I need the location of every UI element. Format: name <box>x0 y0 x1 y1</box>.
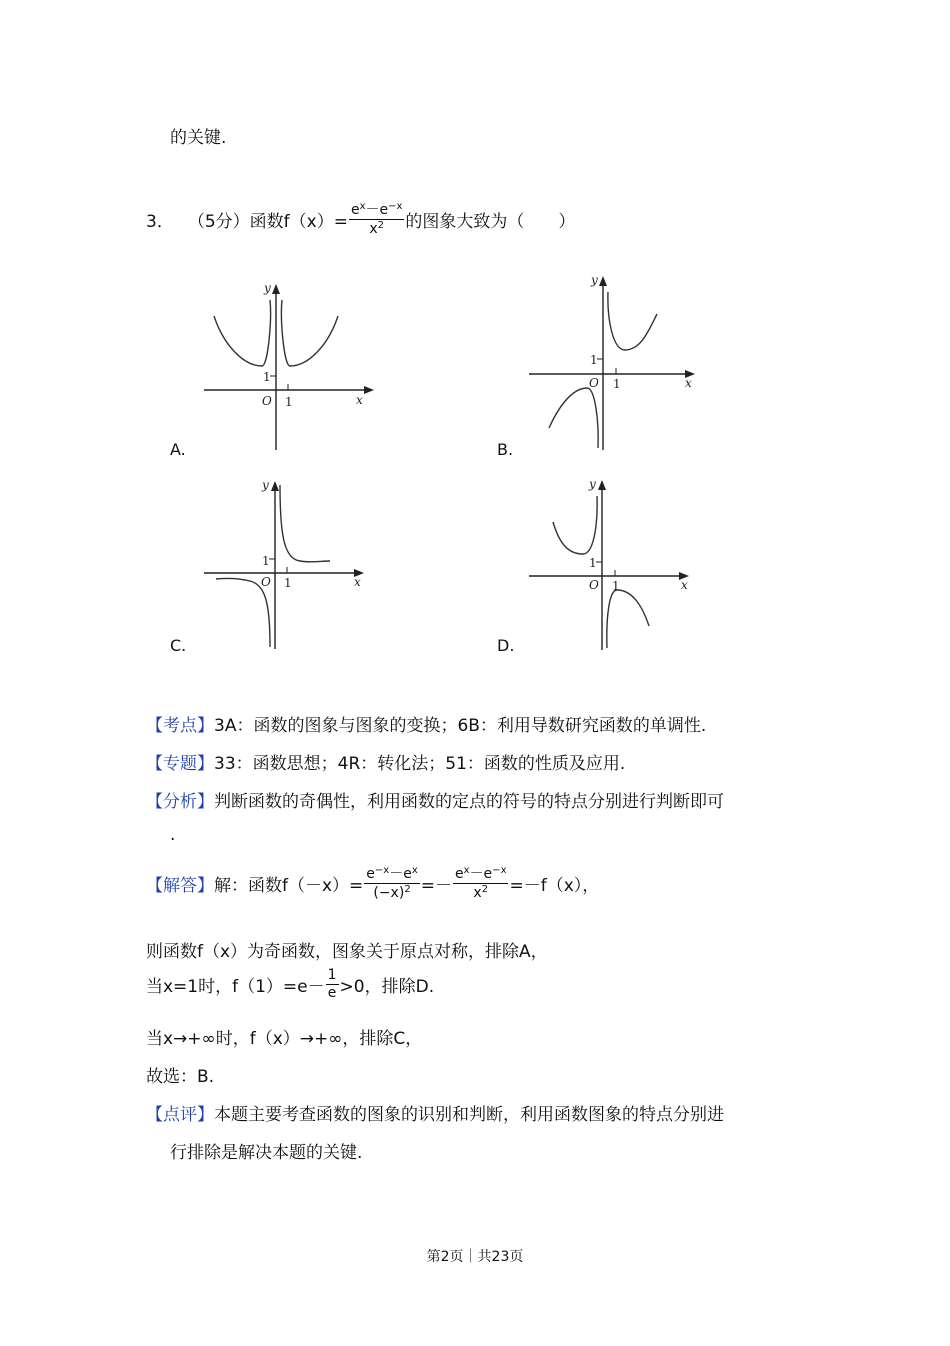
graph-d-tick-y: 1 <box>589 556 597 570</box>
graph-d-tick-x: 1 <box>612 579 620 593</box>
graph-a-x-label: x <box>356 393 363 407</box>
graph-c <box>200 475 380 651</box>
fenxi-text: 判断函数的奇偶性，利用函数的定点的符号的特点分别进行判断即可 <box>214 792 724 812</box>
function-name: f（x）= <box>283 211 348 232</box>
kaodian-tag: 【考点】 <box>146 716 214 736</box>
graph-c-x-label: x <box>354 575 361 589</box>
graph-a <box>200 280 380 452</box>
option-b-label: B. <box>497 440 514 459</box>
graph-a-origin: O <box>262 394 272 408</box>
graph-a-y-label: y <box>264 281 271 295</box>
zhuanti-line <box>146 749 625 774</box>
graph-a-tick-x: 1 <box>285 395 293 409</box>
dianping-line <box>146 1100 724 1125</box>
graph-c-y-label: y <box>262 478 269 492</box>
graph-c-tick-y: 1 <box>262 554 270 568</box>
dianping-continuation: 行排除是解决本题的关键. <box>170 1143 363 1163</box>
graph-b-origin: O <box>589 376 599 390</box>
graph-a-tick-y: 1 <box>263 370 271 384</box>
option-d-label: D. <box>497 636 515 655</box>
jieda-tag: 【解答】 <box>146 875 214 896</box>
jieda-fraction-2: $\frac{e^x-e^{-x}}{x^2}$ <box>455 865 507 901</box>
graph-c-origin: O <box>261 575 271 589</box>
zhuanti-text: 33：函数思想；4R：转化法；51：函数的性质及应用. <box>214 754 626 774</box>
graph-b-x-label: x <box>685 376 692 390</box>
option-c-label: C. <box>170 636 187 655</box>
jieda-post: =－f（x）， <box>509 875 600 896</box>
graph-d-x-label: x <box>681 578 688 592</box>
kaodian-text: 3A：函数的图象与图象的变换；6B：利用导数研究函数的单调性. <box>214 716 707 736</box>
solution-line-5: 故选：B. <box>146 1067 215 1087</box>
graph-b-tick-y: 1 <box>590 353 598 367</box>
jieda-pre: 解：函数f（－x）= <box>214 875 364 896</box>
jieda-mid: =－ <box>420 875 453 896</box>
fenxi-line <box>146 787 724 812</box>
question-stem <box>146 202 575 236</box>
kaodian-line <box>146 711 706 736</box>
page-footer: 第2页｜共23页 <box>426 1249 524 1265</box>
fenxi-tag: 【分析】 <box>146 792 214 812</box>
one-over-e: $\frac{1}{e}$ <box>327 967 337 1001</box>
function-fraction: $\frac{e^x-e^{-x}}{x^2}$ <box>350 201 403 237</box>
graph-d-y-label: y <box>589 477 596 491</box>
graph-d-origin: O <box>589 578 599 592</box>
option-a-label: A. <box>170 440 186 459</box>
jieda-fraction-1: $\frac{e^{-x}-e^x}{(-x)^2}$ <box>366 865 418 901</box>
dianping-tag: 【点评】 <box>146 1105 214 1125</box>
graph-d <box>525 472 705 652</box>
solution-line-3: 当x=1时，f（1）=e－ $\frac{1}{e}$ >0，排除D. <box>146 967 435 1001</box>
graph-b-y-label: y <box>591 273 598 287</box>
question-tail: 的图象大致为（ ） <box>405 211 576 232</box>
graph-c-tick-x: 1 <box>284 576 292 590</box>
continued-text: 的关键. <box>170 128 227 148</box>
solution-line-2: 则函数f（x）为奇函数，图象关于原点对称，排除A， <box>146 942 548 962</box>
fenxi-continuation: . <box>170 825 176 845</box>
graph-b <box>525 270 705 452</box>
question-number: 3． <box>146 211 174 232</box>
graph-b-tick-x: 1 <box>613 377 621 391</box>
solution-line-4: 当x→+∞时，f（x）→+∞，排除C， <box>146 1029 423 1049</box>
dianping-text: 本题主要考查函数的图象的识别和判断，利用函数图象的特点分别进 <box>214 1105 724 1125</box>
question-score: （5分）函数 <box>187 211 284 232</box>
jieda-line <box>146 866 599 900</box>
zhuanti-tag: 【专题】 <box>146 754 214 774</box>
